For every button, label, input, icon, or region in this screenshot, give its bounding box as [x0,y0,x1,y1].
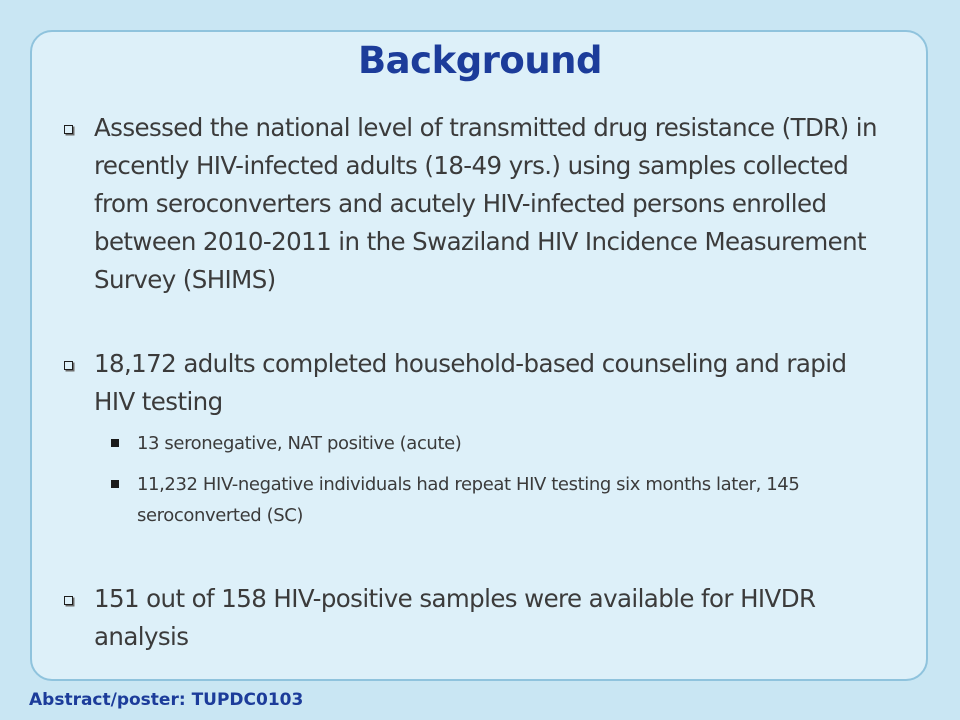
checkbox-bullet-icon [64,361,73,370]
square-bullet-icon [111,480,119,488]
bullet-text: Assessed the national level of transmitted drug resistance (TDR) in recently HIV-infected adults (18-49 yrs.) using samples collected from seroconverters and acutely HIV-infected persons enrolled between 2010-2011 in the Swaziland HIV Incidence Measurement Survey (SHIMS) [94,113,877,294]
sub-bullet-text: 11,232 HIV-negative individuals had repeat HIV testing six months later, 145 seroconverted (SC) [137,474,800,526]
bullet-text: 18,172 adults completed household-based counseling and rapid HIV testing [94,349,847,416]
checkbox-bullet-icon [64,596,73,605]
bullet-text: 151 out of 158 HIV-positive samples were available for HIVDR analysis [94,584,816,651]
bullet-item-tdr-assessment [64,109,894,299]
sub-bullet-seroconverted [108,469,908,531]
sub-bullet-acute [108,428,908,459]
abstract-reference: Abstract/poster: TUPDC0103 [29,690,304,710]
checkbox-bullet-icon [64,125,73,134]
bullet-item-samples-available [64,580,894,656]
slide-title: Background [357,39,603,82]
bullet-item-adults-tested [64,345,894,421]
square-bullet-icon [111,439,119,447]
sub-bullet-text: 13 seronegative, NAT positive (acute) [137,433,462,454]
